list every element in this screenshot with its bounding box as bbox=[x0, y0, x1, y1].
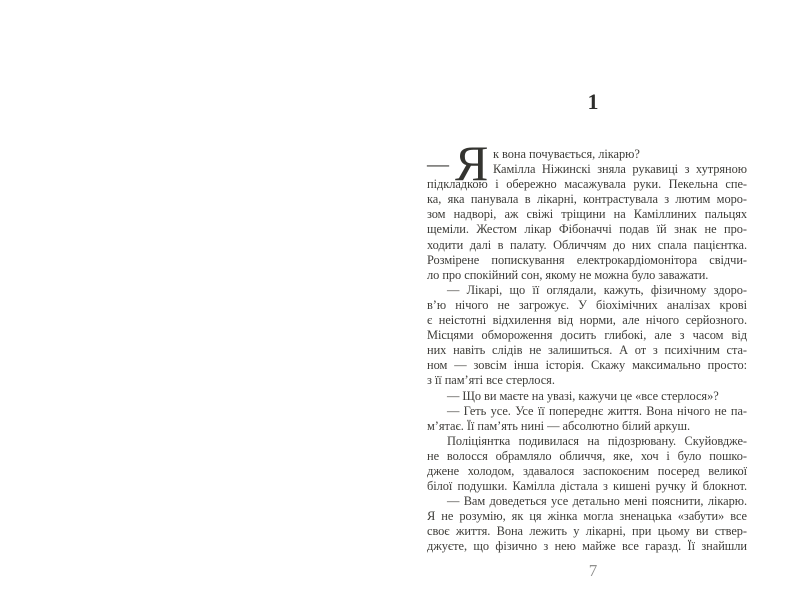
text-line: джуєте, що фізично з нею майже все гаразд. Її знайшли bbox=[427, 539, 747, 554]
dialogue-dash: — bbox=[427, 151, 449, 176]
text-line: Камілла Ніжинскі зняла рукавиці з хутряною bbox=[493, 162, 747, 177]
text-line: з її пам’яті все стерлося. bbox=[427, 373, 555, 388]
chapter-number: 1 bbox=[587, 89, 599, 114]
text-lines bbox=[427, 147, 747, 555]
text-line: них навіть слідів не залишиться. А от з психічним ста- bbox=[427, 343, 747, 358]
body-text bbox=[427, 135, 747, 555]
text-line: ном — зовсім інша історія. Скажу максимально просто: bbox=[427, 358, 747, 373]
text-line: Я не розумію, як ця жінка могла зненацька «забути» все bbox=[427, 509, 747, 524]
text-line: білої подушки. Камілла дістала з кишені ручку й блокнот. bbox=[427, 479, 747, 494]
text-line: к вона почувається, лікарю? bbox=[493, 147, 640, 161]
text-line: Розмірене попискування електрокардіомонітора свідчи- bbox=[427, 252, 747, 267]
text-line: підкладкою і обережно масажувала руки. Пекельна спе- bbox=[427, 177, 747, 192]
text-line: джене холодом, здавалося заспокоєним посеред великої bbox=[427, 463, 747, 478]
text-line: в’ю нічого не загрожує. У біохімічних аналізах крові bbox=[427, 297, 747, 312]
text-line: є неістотні відхилення від норми, але нічого серйозного. bbox=[427, 313, 747, 328]
text-line: — Геть усе. Усе її попереднє життя. Вона нічого не па- bbox=[447, 403, 747, 418]
page-number: 7 bbox=[588, 561, 598, 580]
text-line: Місцями обмороження досить глибокі, але з часом від bbox=[427, 328, 747, 343]
text-line: своє життя. Вона лежить у лікарні, при цьому ви ствер- bbox=[427, 524, 747, 539]
text-line: ходити далі в палату. Обличчям до них спала пацієнтка. bbox=[427, 237, 747, 252]
text-line: — Що ви маєте на увазі, кажучи це «все стерлося»? bbox=[447, 388, 719, 403]
text-line: щеміли. Жестом лікар Фібоначчі подав їй знак не про- bbox=[427, 222, 747, 237]
dropcap-letter: Я bbox=[455, 135, 489, 191]
text-line: зом надворі, аж свіжі тріщини на Каміллиних пальцях bbox=[427, 207, 747, 222]
text-line: — Вам доведеться усе детально мені пояснити, лікарю. bbox=[447, 494, 747, 509]
text-line: м’ятає. Її пам’ять нині — абсолютно білий аркуш. bbox=[427, 418, 691, 433]
text-line: не волосся обрамляло обличчя, яке, хоч і було пошко- bbox=[427, 448, 747, 463]
text-line: ка, яка панувала в лікарні, контрастувала з лютим моро- bbox=[427, 192, 747, 207]
text-line: — Лікарі, що її оглядали, кажуть, фізичному здоро- bbox=[447, 282, 747, 297]
text-line: Поліціянтка подивилася на підозрювану. Скуйовдже- bbox=[447, 433, 747, 448]
text-line: ло про спокійний сон, якому не можна було заважати. bbox=[427, 267, 709, 282]
